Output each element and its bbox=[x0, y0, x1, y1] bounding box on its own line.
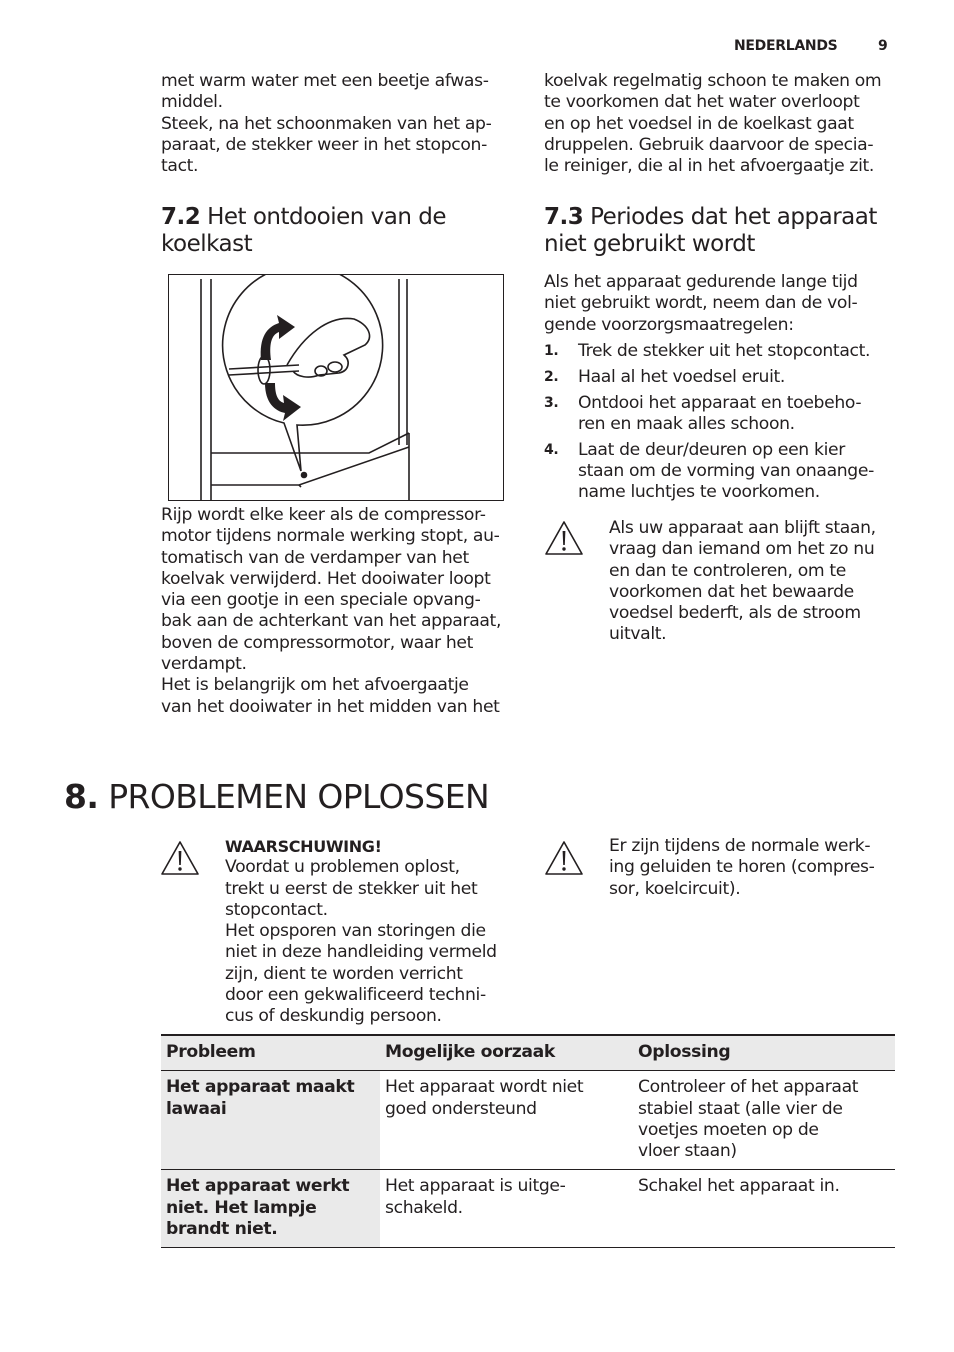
cause-cell: Het apparaat wordt niet goed ondersteund bbox=[385, 1077, 584, 1119]
hand-cleaning-drain-icon bbox=[169, 275, 503, 500]
troubleshooting-table bbox=[161, 1034, 895, 1248]
right-column-intro: koelvak regelmatig schoon te maken om te voorkomen dat het water overloopt en op het voedsel in de koelkast gaat druppelen. Gebruik daarvoor de specia- le reiniger, die al in het afvoergaatje zit. bbox=[544, 71, 882, 177]
section-number: 7.2 bbox=[161, 204, 201, 230]
list-item: 3. Ontdooi het apparaat en toebeho- ren en maak alles schoon. bbox=[544, 392, 862, 434]
column-header-problem: Probleem bbox=[166, 1042, 256, 1062]
table-header-row bbox=[161, 1035, 895, 1071]
section-7-3-steps bbox=[544, 341, 904, 508]
warning-triangle-icon bbox=[544, 520, 584, 556]
problem-cell: Het apparaat werkt niet. Het lampje brandt niet. bbox=[161, 1170, 380, 1248]
cause-cell: Het apparaat is uitge- schakeld. bbox=[385, 1176, 566, 1218]
list-item: 1. Trek de stekker uit het stopcontact. bbox=[544, 341, 871, 361]
list-item: 4. Laat de deur/deuren op een kier staan om de vorming van onaange- name luchtjes te voorkomen. bbox=[544, 439, 874, 503]
left-column-intro: met warm water met een beetje afwas- middel. Steek, na het schoonmaken van het ap- paraat, de stekker weer in het stopcon- tact. bbox=[161, 71, 492, 177]
table-row bbox=[161, 1071, 895, 1170]
chapter-8-heading: 8. PROBLEMEN OPLOSSEN bbox=[64, 777, 490, 816]
section-7-3-intro: Als het apparaat gedurende lange tijd niet gebruikt wordt, neem dan de vol- gende voorzorgsmaatregelen: bbox=[544, 272, 858, 335]
problem-cell: Het apparaat maakt lawaai bbox=[161, 1071, 380, 1170]
column-header-solution: Oplossing bbox=[638, 1042, 731, 1062]
chapter-number: 8. bbox=[64, 777, 99, 816]
chapter-8-warning-left: WAARSCHUWING! Voordat u problemen oplost, trekt u eerst de stekker uit het stopcontact. Het opsporen van storingen die niet in deze handleiding vermeld zijn, dient te worden verricht door een gekwalificeerd techni- cus of deskundig persoon. bbox=[225, 836, 525, 1028]
list-item: 2. Haal al het voedsel eruit. bbox=[544, 366, 786, 387]
warning-triangle-icon bbox=[160, 840, 200, 876]
table-row bbox=[161, 1170, 895, 1248]
solution-cell: Schakel het apparaat in. bbox=[638, 1176, 840, 1197]
page-number: 9 bbox=[878, 38, 888, 54]
chapter-8-warning-right: Er zijn tijdens de normale werk- ing geluiden te horen (compres- sor, koelcircuit). bbox=[609, 836, 875, 899]
defrost-illustration bbox=[168, 274, 504, 501]
running-header-language: NEDERLANDS bbox=[734, 38, 838, 54]
section-7-2-body: Rijp wordt elke keer als de compressor- motor tijdens normale werking stopt, au- tomatisch van de verdamper van het koelvak verwijderd. Het dooiwater loopt via een gootje in een speciale opvang- bak aan de achterkant van het apparaat, boven de compressormotor, waar het verdampt. Het is belangrijk om het afvoergaatje van het dooiwater in het midden van het bbox=[161, 505, 502, 717]
section-7-3-warning-text: Als uw apparaat aan blijft staan, vraag dan iemand om het zo nu en dan te controleren, om te voorkomen dat het bewaarde voedsel bederft, als de stroom uitvalt. bbox=[609, 518, 876, 645]
section-7-2-heading: 7.2 Het ontdooien van de koelkast bbox=[161, 204, 447, 257]
warning-heading: WAARSCHUWING! bbox=[225, 837, 382, 856]
solution-cell: Controleer of het apparaat stabiel staat (alle vier de voetjes moeten op de vloer staan) bbox=[638, 1077, 859, 1162]
section-number: 7.3 bbox=[544, 204, 584, 230]
warning-triangle-icon bbox=[544, 840, 584, 876]
column-header-cause: Mogelijke oorzaak bbox=[385, 1042, 555, 1062]
section-7-3-heading: 7.3 Periodes dat het apparaat niet gebruikt wordt bbox=[544, 204, 877, 257]
